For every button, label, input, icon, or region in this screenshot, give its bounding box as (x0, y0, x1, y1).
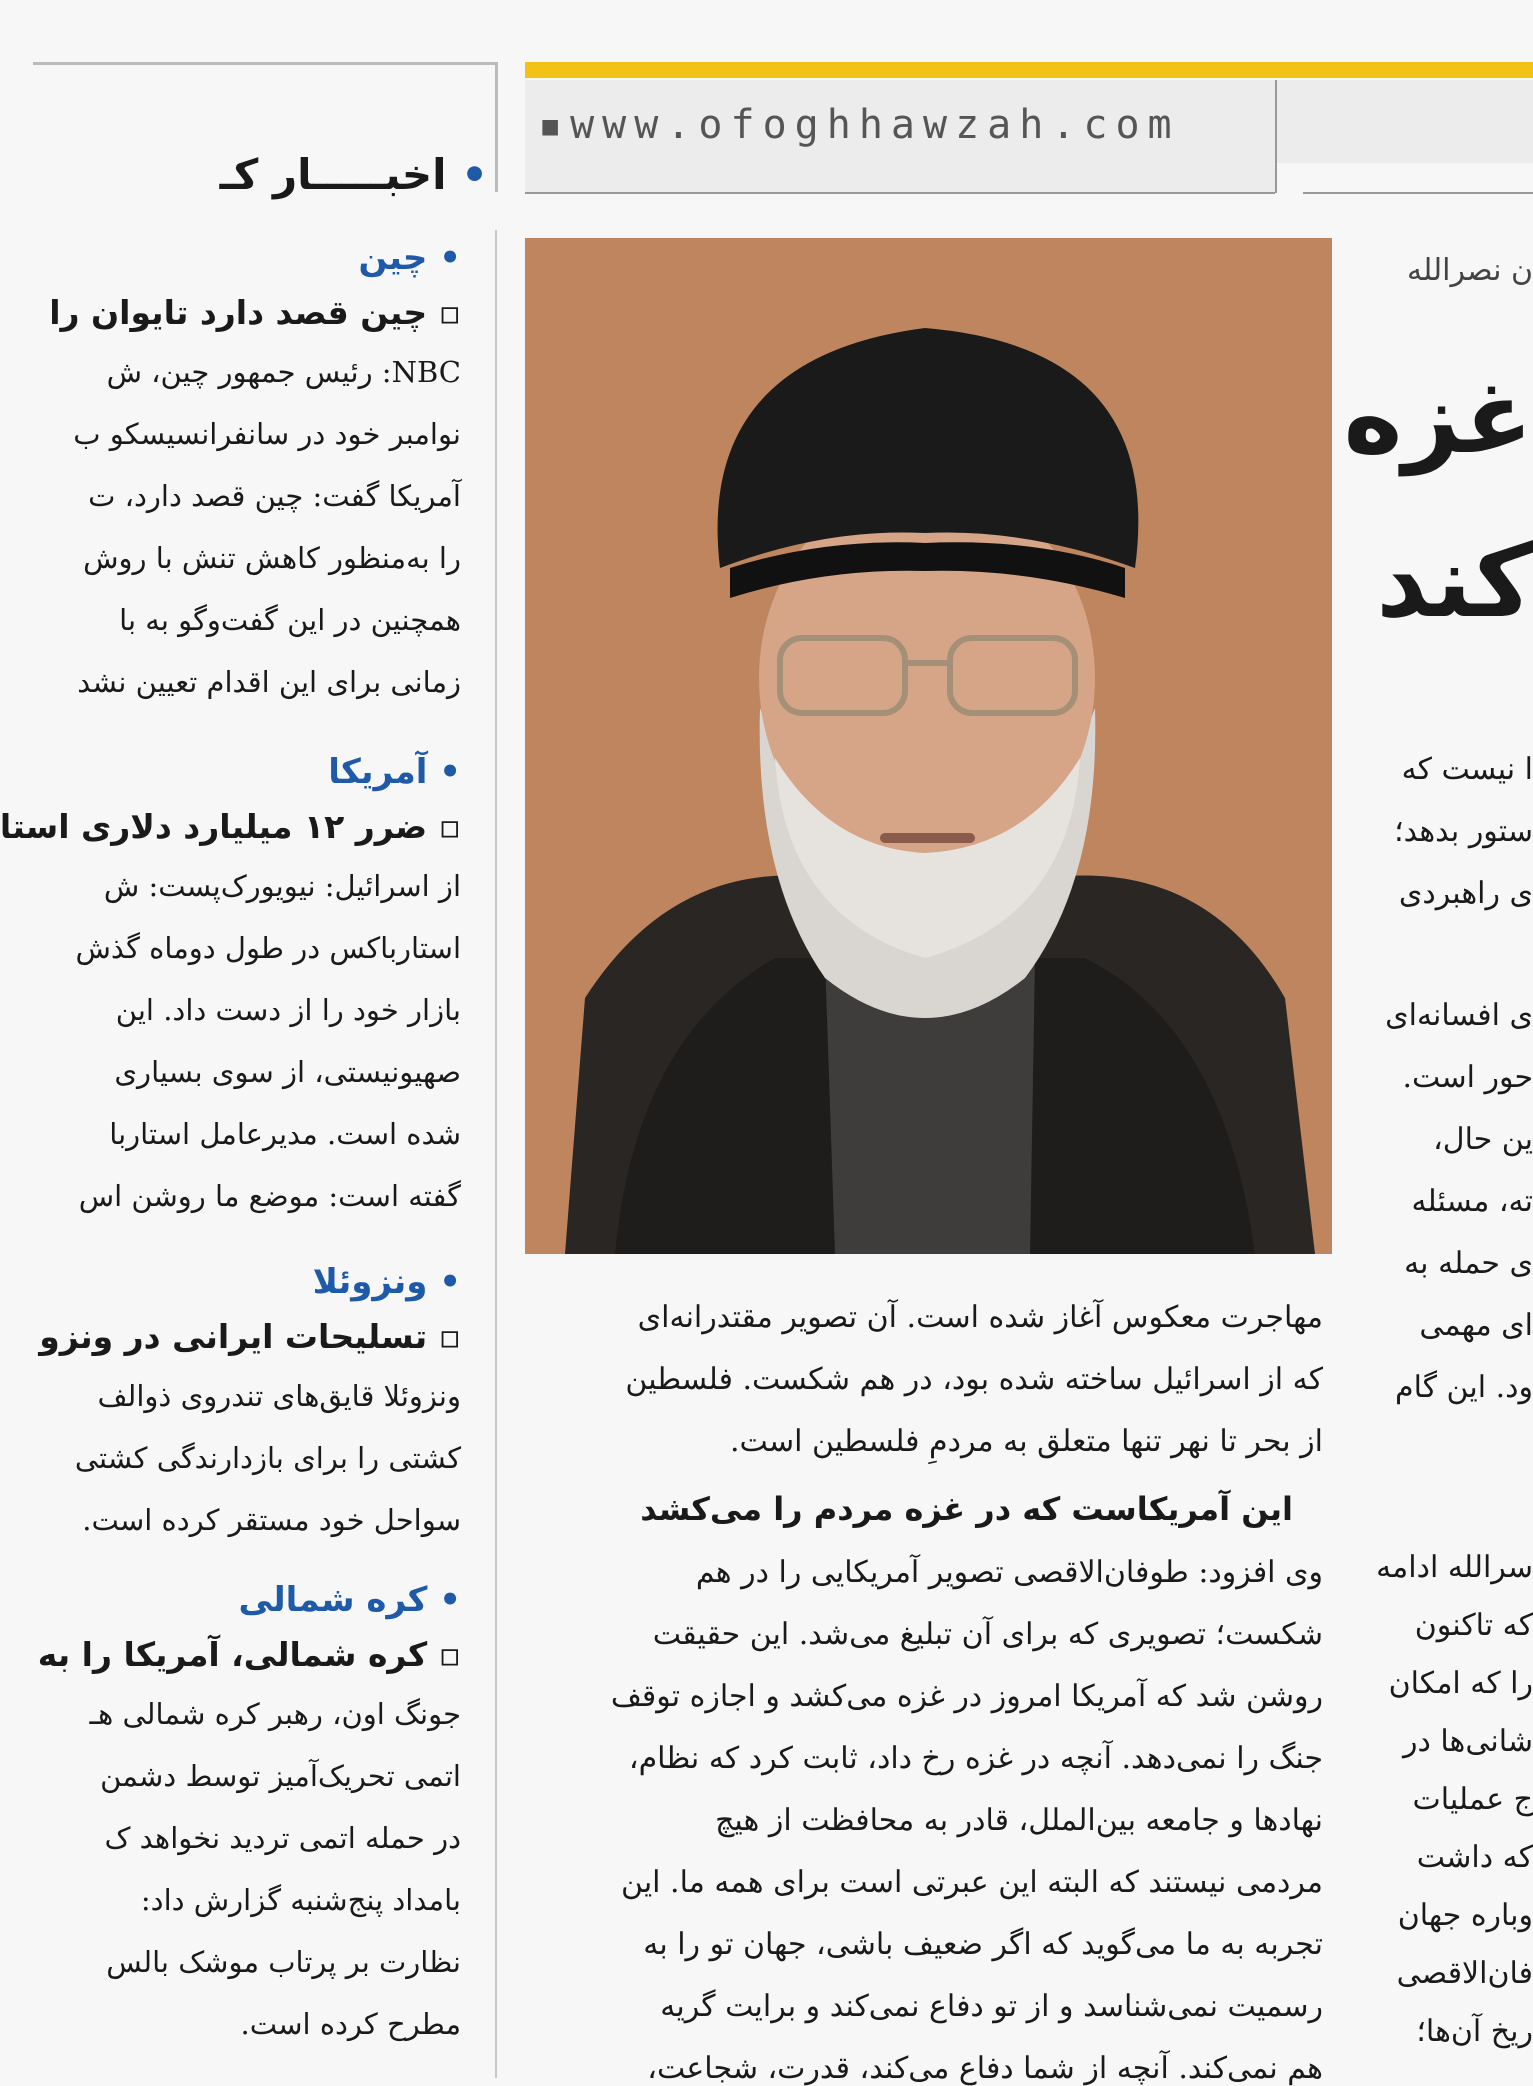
article-body-line: جنگ را نمی‌دهد. آنچه در غزه رخ داد، ثابت کرد که نظام، (628, 1741, 1323, 1776)
section-bullet: • (461, 150, 488, 199)
article-body-line: ته، مسئله (1411, 1184, 1533, 1219)
section-body-line: همچنین در این گفت‌وگو به با (119, 603, 461, 637)
left-column-top-rule (33, 62, 495, 65)
article-body-line: رسمیت نمی‌شناسد و از تو دفاع نمی‌کند و برایت گریه (660, 1989, 1323, 2024)
article-body-line: مردمی نیستند که البته این عبرتی است برای همه ما. این (620, 1865, 1323, 1900)
section-body-line: در حمله اتمی تردید نخواهد ک (104, 1821, 461, 1855)
article-body-line: که از اسرائیل ساخته شده بود، در هم شکست. فلسطین (625, 1362, 1323, 1397)
news-section-title (220, 150, 488, 199)
article-body-line: را که امکان (1388, 1666, 1533, 1701)
article-body-line: ی راهبردی (1398, 876, 1533, 911)
section-body-line: جونگ اون، رهبر کره شمالی هـ (89, 1697, 461, 1731)
headline-kicker: ن نصرالله (1407, 253, 1533, 288)
section-body-line: سواحل خود مستقر کرده است. (82, 1503, 461, 1537)
article-body-line: که داشت (1416, 1840, 1533, 1875)
section-body-line: صهیونیستی، از سوی بسیاری (114, 1055, 461, 1089)
article-body-line: از بحر تا نهر تنها متعلق به مردمِ فلسطین است. (729, 1424, 1323, 1459)
header-rule (525, 192, 1275, 194)
article-body-line: روشن شد که آمریکا امروز در غزه می‌کشد و اجازه توقف (610, 1679, 1323, 1714)
section-body-line: بازار خود را از دست داد. این (115, 993, 461, 1027)
headline-part-1: غزه (1343, 359, 1533, 476)
portrait-image (525, 238, 1332, 1254)
left-column-header-divider (495, 62, 498, 192)
section-body-line: اتمی تحریک‌آمیز توسط دشمن (100, 1759, 461, 1793)
article-body-line: مهاجرت معکوس آغاز شده است. آن تصویر مقتدرانه‌ای (637, 1300, 1323, 1335)
article-body-line: هم نمی‌کند. آنچه از شما دفاع می‌کند، قدرت، شجاعت، (647, 2051, 1323, 2086)
section-subheading: ▫ ضرر ۱۲ میلیارد دلاری استا (0, 807, 461, 846)
section-heading: • ونزوئلا (312, 1262, 461, 1302)
article-subheading: این آمریکاست که در غزه مردم را می‌کشد (640, 1490, 1293, 1528)
header-divider (1275, 80, 1277, 193)
article-body-line: ا نیست که (1401, 752, 1533, 787)
article-body-line: شکست؛ تصویری که برای آن تبلیغ می‌شد. این حقیقت (652, 1617, 1323, 1652)
article-body-line: ستور بدهد؛ (1394, 814, 1533, 849)
right-article-column (1343, 0, 1533, 2078)
section-heading: • چین (358, 238, 461, 278)
section-title-text: اخبـــــار کـ (219, 150, 447, 199)
section-body-line: استارباکس در طول دوماه گذش (75, 931, 461, 965)
left-column-divider (495, 230, 497, 2078)
section-body-line: را به‌منظور کاهش تنش با روش (83, 541, 461, 575)
section-subheading: ▫ چین قصد دارد تایوان را (49, 293, 461, 332)
section-body-line: کشتی را برای بازدارندگی کشتی (74, 1441, 461, 1475)
section-body-line: زمانی برای این اقدام تعیین نشد (77, 665, 461, 699)
section-subheading: ▫ کره شمالی، آمریکا را به (37, 1635, 461, 1674)
article-body-line: ای مهمی (1419, 1308, 1533, 1343)
section-body-line: بامداد پنج‌شنبه گزارش داد: (140, 1883, 461, 1917)
article-body-line: فان‌الاقصی (1396, 1956, 1533, 1991)
section-body-line: آمریکا گفت: چین قصد دارد، ت (88, 479, 461, 513)
section-body-line: گفته است: موضع ما روشن اس (78, 1179, 461, 1213)
article-body-line: ین حال، (1433, 1122, 1533, 1157)
portrait-photo (525, 238, 1332, 1254)
article-body-line: ود. این گام (1395, 1370, 1533, 1405)
section-body-line: مطرح کرده است. (240, 2007, 461, 2041)
section-body-line: از اسرائیل: نیویورک‌پست: ش (103, 869, 461, 903)
article-body-line: سرالله ادامه (1376, 1550, 1533, 1585)
article-body-line: ی حمله به (1404, 1246, 1533, 1281)
site-url: ▪www.ofoghhawzah.com (538, 102, 1180, 148)
article-body-line: تجربه به ما می‌گوید که اگر ضعیف باشی، جهان تو را به (643, 1927, 1323, 1962)
section-body-line: NBC: رئیس جمهور چین، ش (106, 355, 461, 389)
article-body-line: ریخ آن‌ها؛ (1416, 2014, 1533, 2049)
section-body-line: نظارت بر پرتاب موشک بالس (106, 1945, 461, 1979)
article-body-line: که تاکنون (1414, 1608, 1533, 1643)
article-body-line: ج عملیات (1412, 1782, 1533, 1817)
section-heading: • کره شمالی (238, 1580, 461, 1620)
article-body-line: وی افزود: طوفان‌الاقصی تصویر آمریکایی را در هم (695, 1555, 1323, 1590)
section-subheading: ▫ تسلیحات ایرانی در ونزو (39, 1317, 461, 1356)
section-body-line: ونزوئلا قایق‌های تندروی ذوالف (97, 1379, 461, 1413)
section-heading: • آمریکا (328, 752, 461, 792)
section-body-line: شده است. مدیرعامل استاربا (109, 1117, 461, 1151)
headline-part-2: کند (1376, 523, 1533, 640)
article-body-line: وباره جهان (1397, 1898, 1533, 1933)
article-body-line: حور است. (1402, 1060, 1533, 1095)
article-body-line: شانی‌ها در (1403, 1724, 1533, 1759)
article-body-line: ی افسانه‌ای (1385, 998, 1533, 1033)
section-body-line: نوامبر خود در سانفرانسیسکو ب (73, 417, 461, 451)
article-body-line: نهادها و جامعه بین‌الملل، قادر به محافظت از هیچ (715, 1803, 1323, 1838)
